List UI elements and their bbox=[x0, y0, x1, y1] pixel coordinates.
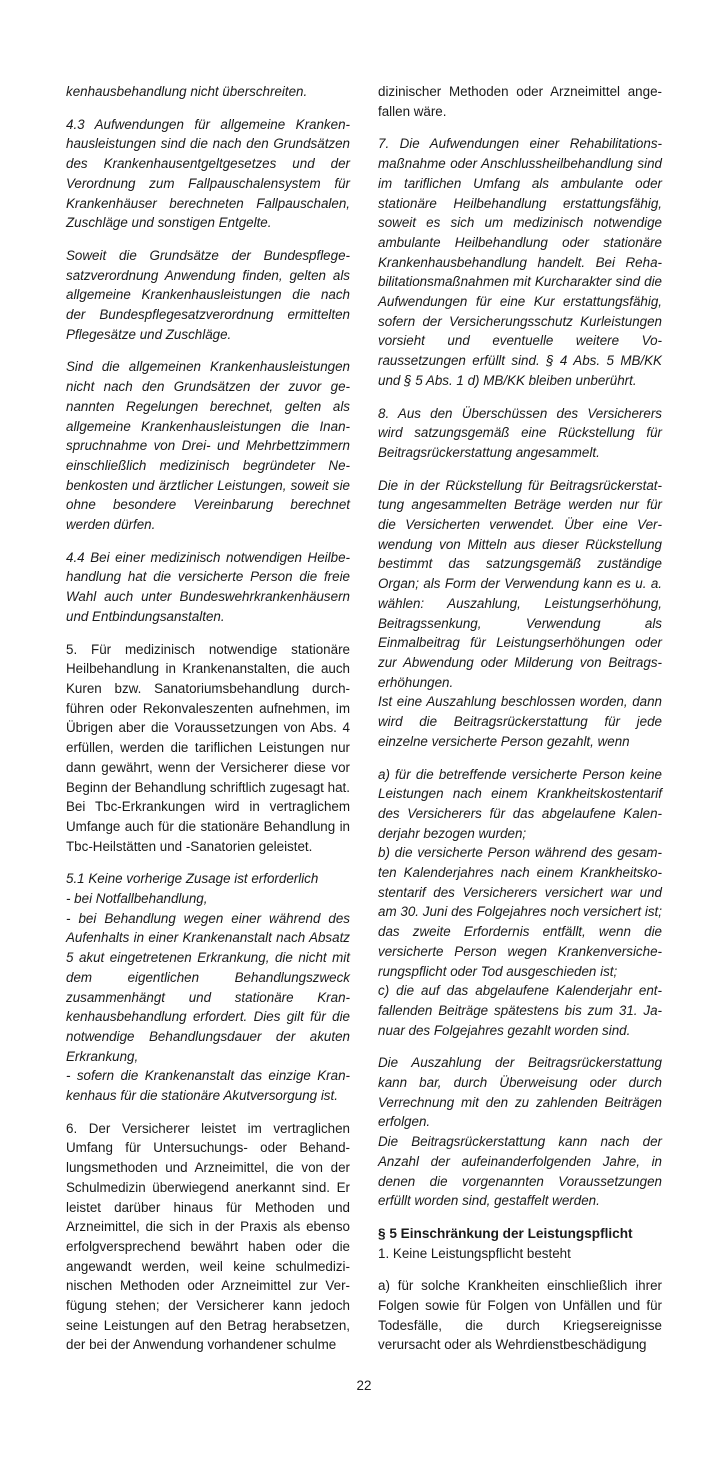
list-item: - sofern die Krankenanstalt das einzige Krankenhaus für die stationäre Akutversorgung ist. bbox=[66, 1068, 350, 1104]
paragraph: a) für solche Krankheiten einschließlich ihrer Folgen sowie für Folgen von Unfällen und für Todesfälle, die durch Kriegsereignisse verursacht oder als Wehrdienstbeschädigung bbox=[378, 1278, 662, 1353]
list-item: - bei Behandlung wegen einer während des Aufenhalts in einer Krankenanstalt nach Absatz 5 akut eingetretenen Erkrankung, die nicht mit dem eigentlichen Behandlungszweck zusammenhängt und stationäre Krankenhausbehandlung erfordert. Dies gilt für die notwendige Behandlungsdauer der akuten Erkrankung, bbox=[66, 910, 350, 1064]
paragraph: Sind die allgemeinen Krankenhausleistungen nicht nach den Grundsätzen der zuvor genannten Regelungen berechnet, gelten als allgemeine Krankenhausleistungen die Inanspruchnahme von Drei- und Mehrbettzimmern einschließlich medizinisch begründeter Nebenkosten und ärztlicher Leistungen, soweit sie ohne besondere Vereinbarung berechnet werden dürfen. bbox=[66, 359, 350, 533]
section-subheading: 1. Keine Leistungspflicht besteht bbox=[378, 1245, 571, 1261]
paragraph: Die Beitragsrückerstattung kann nach der Anzahl der aufeinanderfolgenden Jahre, in denen die vorgenannten Voraussetzungen erfüllt worden sind, gestaffelt werden. bbox=[378, 1134, 662, 1209]
paragraph: kenhausbehandlung nicht überschreiten. bbox=[66, 84, 308, 99]
paragraph: 6. Der Versicherer leistet im vertraglichen Umfang für Untersuchungs- oder Behandlungsmethoden und Arzneimittel, die von der Schulmedizin überwiegend anerkannt sind. Er leistet darüber hinaus für Methoden und Arzneimittel, die sich in der Praxis als ebenso erfolgversprechend bewährt haben oder die angewandt werden, weil keine schulmedizinischen Methoden oder Arzneimittel zur Verfügung stehen; der Versicherer kann jedoch seine Leistungen auf den Betrag herabsetzen, der bei der Anwendung vorhandener schulme bbox=[66, 1120, 350, 1353]
page-number: 22 bbox=[356, 1378, 372, 1393]
paragraph: Ist eine Auszahlung beschlossen worden, dann wird die Beitragsrückerstattung für jede einzelne versicherte Person gezahlt, wenn bbox=[378, 694, 662, 749]
section-heading: § 5 Einschränkung der Leistungspflicht bbox=[378, 1225, 633, 1241]
paragraph: dizinischer Methoden oder Arzneimittel angefallen wäre. bbox=[378, 84, 662, 119]
paragraph: Die in der Rückstellung für Beitragsrückerstattung angesammelten Beträge werden nur für die Versicherten verwendet. Über eine Verwendung von Mitteln aus dieser Rückstellung bestimmt das satzungsgemäß zuständige Organ; als Form der Verwendung kann es u. a. wählen: Auszahlung, Leistungserhöhung, Beitragssenkung, Verwendung als Einmalbeitrag für Leistungserhöhungen oder zur Abwendung oder Milderung von Beitragserhöhungen. bbox=[378, 477, 662, 690]
list-item: - bei Notfallbehandlung, bbox=[66, 891, 208, 907]
list-item: c) die auf das abgelaufene Kalenderjahr entfallenden Beiträge spätestens bis zum 31. Januar des Folgejahres gezahlt worden sind. bbox=[378, 983, 662, 1038]
right-column bbox=[378, 82, 662, 1368]
paragraph: Die Auszahlung der Beitragsrückerstattung kann bar, durch Überweisung oder durch Verrechnung mit den zu zahlenden Beiträgen erfolgen. bbox=[378, 1055, 662, 1130]
list-item: a) für die betreffende versicherte Person keine Leistungen nach einem Krankheitskostentarif des Versicherers für das abgelaufene Kalenderjahr bezogen wurden; bbox=[378, 766, 662, 841]
paragraph: Soweit die Grundsätze der Bundespflegesatzverordnung Anwendung finden, gelten als allgemeine Krankenhausleistungen die nach der Bundespflegesatzverordnung ermittelten Pflegesätze und Zuschläge. bbox=[66, 247, 350, 342]
paragraph: 7. Die Aufwendungen einer Rehabilitationsmaßnahme oder Anschlussheilbehandlung sind im tariflichen Umfang als ambulante oder stationäre Heilbehandlung erstattungsfähig, soweit es sich um medizinisch notwendige ambulante Heilbehandlung oder stationäre Krankenhausbehandlung handelt. Bei Rehabilitationsmaßnahmen mit Kurcharakter sind die Aufwendungen für eine Kur erstattungsfähig, sofern der Versicherungsschutz Kurleistungen vorsieht und eventuelle weitere Voraussetzungen erfüllt sind. § 4 Abs. 5 MB/KK und § 5 Abs. 1 d) MB/KK bleiben unberührt. bbox=[378, 136, 662, 388]
list-item: b) die versicherte Person während des gesamten Kalenderjahres nach einem Krankheitskostentarif des Versicherers versichert war und am 30. Juni des Folgejahres noch versichert ist; das zweite Erfordernis entfällt, wenn die versicherte Person wegen Krankenversicherungspflicht oder Tod ausgeschieden ist; bbox=[378, 845, 662, 979]
paragraph: 4.3 Aufwendungen für allgemeine Krankenhausleistungen sind die nach den Grundsätzen des Krankenhausentgeltgesetzes und der Verordnung zum Fallpauschalensystem für Krankenhäuser berechneten Fallpauschalen, Zuschläge und sonstigen Entgelte. bbox=[66, 116, 350, 231]
paragraph: 5. Für medizinisch notwendige stationäre Heilbehandlung in Krankenanstalten, die auch Kuren bzw. Sanatoriumsbehandlung durchführen oder Rekonvaleszenten aufnehmen, im Übrigen aber die Voraussetzungen von Abs. 4 erfüllen, werden die tariflichen Leistungen nur dann gewährt, wenn der Versicherer diese vor Beginn der Behandlung schriftlich zugesagt hat. Bei Tbc-Erkrankungen wird in vertraglichem Umfange auch für die stationäre Behandlung in Tbc-Heilstätten und -Sanatorien geleistet. bbox=[66, 641, 350, 854]
left-column bbox=[66, 82, 350, 1368]
paragraph: 5.1 Keine vorherige Zusage ist erforderlich bbox=[66, 871, 319, 887]
paragraph: 8. Aus den Überschüssen des Versicherers wird satzungsgemäß eine Rückstellung für Beitragsrückerstattung angesammelt. bbox=[378, 405, 662, 460]
paragraph: 4.4 Bei einer medizinisch notwendigen Heilbehandlung hat die versicherte Person die freie Wahl auch unter Bundeswehrkrankenhäusern und Entbindungsanstalten. bbox=[66, 549, 350, 624]
